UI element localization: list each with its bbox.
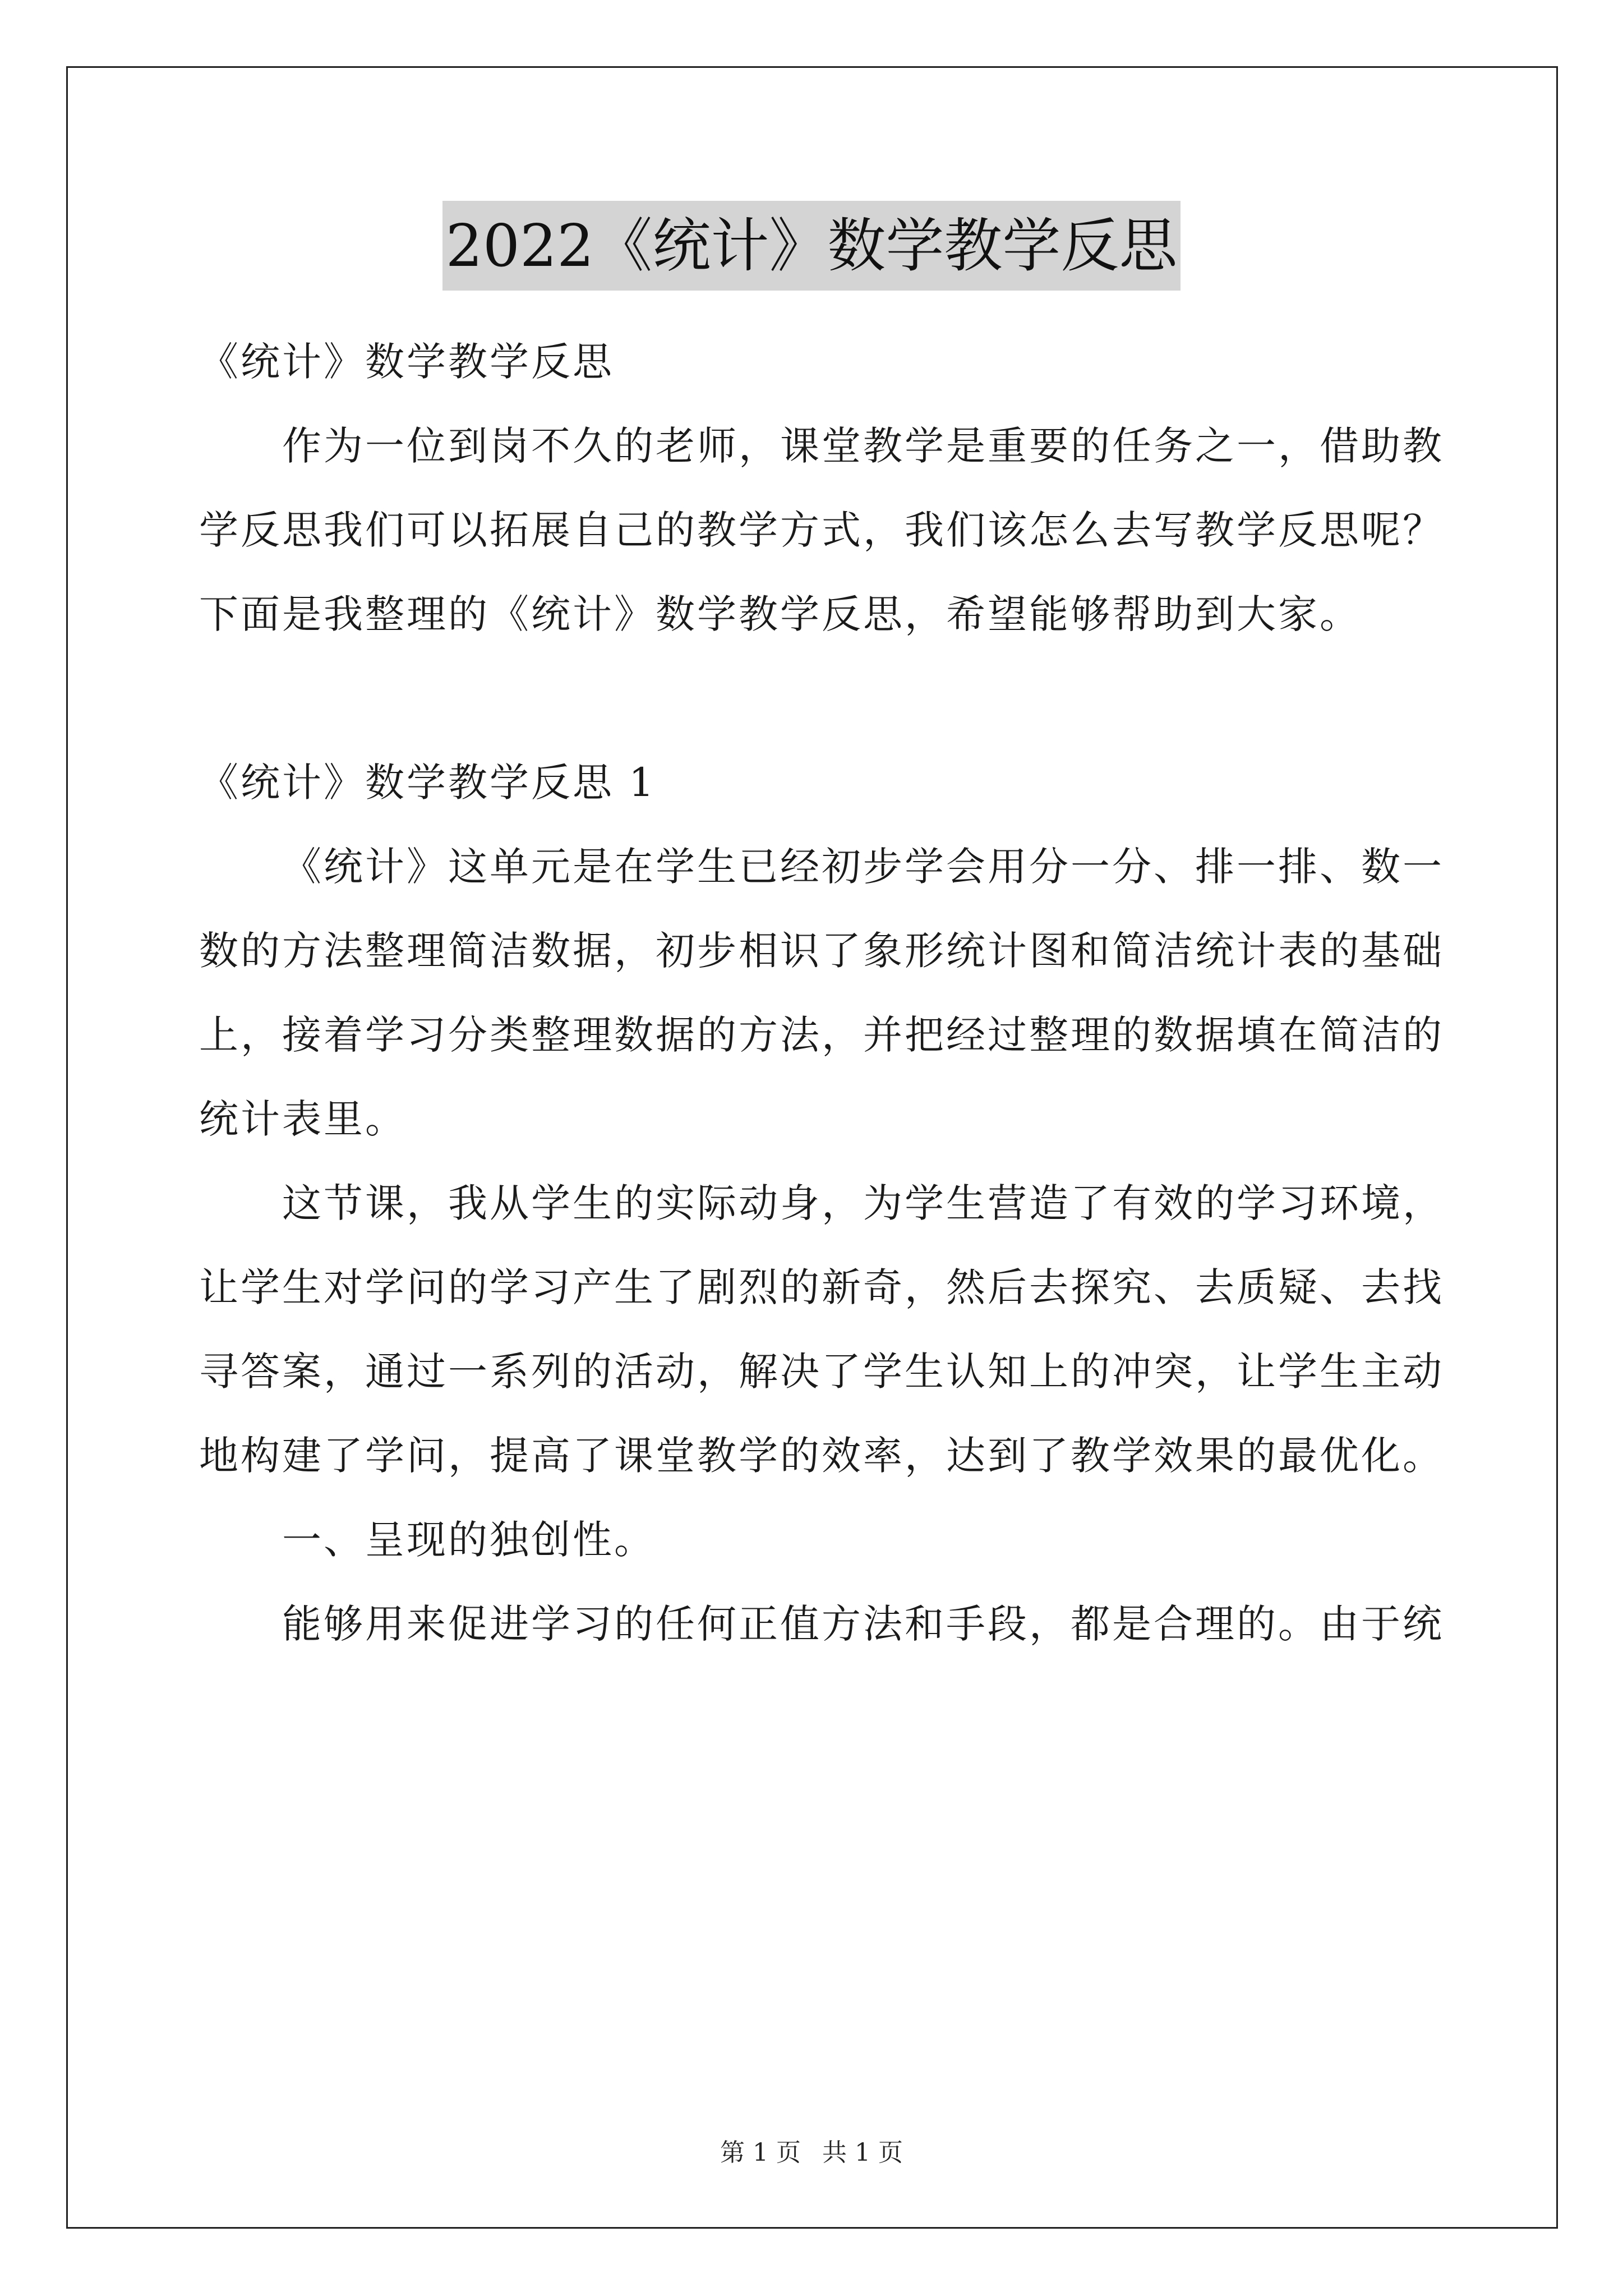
- page-total: 共 1 页: [822, 2138, 903, 2167]
- document-subtitle: 《统计》数学教学反思: [199, 339, 614, 385]
- paragraph-line: 上，接着学习分类整理数据的方法，并把经过整理的数据填在简洁的: [199, 1012, 1444, 1058]
- intro-line: 作为一位到岗不久的老师，课堂教学是重要的任务之一，借助教: [282, 423, 1444, 469]
- page-footer: [0, 2136, 1623, 2170]
- point-heading: 一、呈现的独创性。: [282, 1517, 656, 1563]
- intro-line: 学反思我们可以拓展自己的教学方式，我们该怎么去写教学反思呢？: [199, 507, 1444, 553]
- blank-spacer: [199, 656, 1433, 740]
- document-body: [199, 320, 1444, 1666]
- paragraph-line: 这节课，我从学生的实际动身，为学生营造了有效的学习环境，: [282, 1180, 1444, 1226]
- paragraph-line: 统计表里。: [199, 1096, 407, 1142]
- title-container: [0, 201, 1623, 291]
- paragraph-line: 能够用来促进学习的任何正值方法和手段，都是合理的。由于统: [282, 1601, 1444, 1647]
- paragraph-line: 地构建了学问，提高了课堂教学的效率，达到了教学效果的最优化。: [199, 1433, 1444, 1479]
- paragraph-line: 数的方法整理简洁数据，初步相识了象形统计图和简洁统计表的基础: [199, 928, 1444, 974]
- paragraph-line: 《统计》这单元是在学生已经初步学会用分一分、排一排、数一: [282, 844, 1444, 890]
- paragraph-line: 寻答案，通过一系列的活动，解决了学生认知上的冲突，让学生主动: [199, 1349, 1444, 1395]
- document-title: 2022《统计》数学教学反思: [442, 201, 1181, 291]
- section-heading: 《统计》数学教学反思 1: [199, 760, 656, 806]
- paragraph-line: 让学生对学问的学习产生了剧烈的新奇，然后去探究、去质疑、去找: [199, 1264, 1444, 1310]
- page-number: 第 1 页: [720, 2138, 801, 2167]
- intro-line: 下面是我整理的《统计》数学教学反思，希望能够帮助到大家。: [199, 591, 1361, 637]
